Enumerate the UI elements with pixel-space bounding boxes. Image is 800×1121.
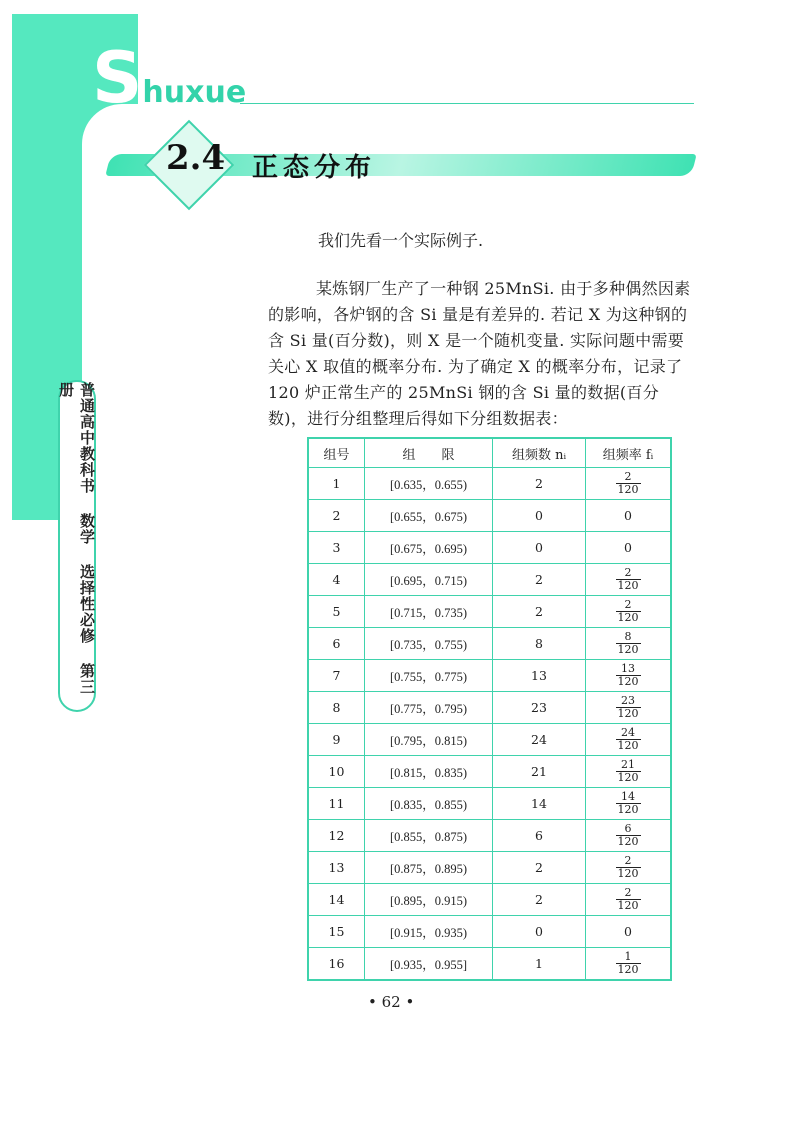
count-cell: 2 <box>493 468 586 500</box>
count-cell: 0 <box>493 916 586 948</box>
fraction <box>616 471 641 496</box>
fraction-denominator: 120 <box>617 611 639 624</box>
table-row <box>308 852 671 884</box>
fraction-numerator: 23 <box>621 694 635 707</box>
header-count: 组频数 nᵢ <box>493 438 586 468</box>
brand-text: huxue <box>142 75 247 110</box>
brand-initial: S <box>92 37 143 119</box>
count-cell: 0 <box>493 500 586 532</box>
interval-cell: [0.675，0.695) <box>365 532 493 564</box>
group-number-cell: 8 <box>308 692 365 724</box>
group-number-cell: 10 <box>308 756 365 788</box>
count-cell: 21 <box>493 756 586 788</box>
count-cell: 13 <box>493 660 586 692</box>
fraction-numerator: 2 <box>624 854 632 867</box>
group-number-cell: 16 <box>308 948 365 981</box>
fraction-denominator: 120 <box>617 835 639 848</box>
group-number-cell: 2 <box>308 500 365 532</box>
fraction-numerator: 2 <box>624 598 632 611</box>
count-cell: 14 <box>493 788 586 820</box>
fraction-denominator: 120 <box>617 707 639 720</box>
fraction-numerator: 21 <box>621 758 635 771</box>
interval-cell: [0.895，0.915) <box>365 884 493 916</box>
table-row <box>308 788 671 820</box>
group-number-cell: 3 <box>308 532 365 564</box>
interval-cell: [0.735，0.755) <box>365 628 493 660</box>
frequency-cell <box>586 788 672 820</box>
group-number-cell: 4 <box>308 564 365 596</box>
fraction <box>616 727 641 752</box>
table-row <box>308 532 671 564</box>
frequency-cell <box>586 756 672 788</box>
body-paragraph: 某炼钢厂生产了一种钢 25MnSi. 由于多种偶然因素的影响，各炉钢的含 Si 量是有差异的. 若记 X 为这种钢的含 Si 量(百分数)，则 X 是一个随机变量. 实际问题中需要关心 X 取值的概率分布. 为了确定 X 的概率分布，记录了 120 炉正常生产的 25MnSi 钢的含 Si 量的数据(百分数)，进行分组整理后得如下分组数据表： <box>268 279 691 428</box>
frequency-cell <box>586 820 672 852</box>
frequency-cell <box>586 852 672 884</box>
table-row <box>308 692 671 724</box>
table-row <box>308 564 671 596</box>
table-row <box>308 884 671 916</box>
count-cell: 23 <box>493 692 586 724</box>
frequency-cell: 0 <box>586 500 672 532</box>
fraction-numerator: 13 <box>621 662 635 675</box>
count-cell: 2 <box>493 852 586 884</box>
brand-logo <box>92 37 247 119</box>
fraction-numerator: 1 <box>624 950 632 963</box>
fraction-denominator: 120 <box>617 963 639 976</box>
count-cell: 6 <box>493 820 586 852</box>
table-row <box>308 660 671 692</box>
fraction-denominator: 120 <box>617 739 639 752</box>
fraction <box>616 759 641 784</box>
fraction <box>616 823 641 848</box>
fraction-numerator: 2 <box>624 470 632 483</box>
interval-cell: [0.915，0.935) <box>365 916 493 948</box>
interval-cell: [0.835，0.855) <box>365 788 493 820</box>
count-cell: 2 <box>493 596 586 628</box>
fraction <box>616 631 641 656</box>
fraction <box>616 599 641 624</box>
group-number-cell: 13 <box>308 852 365 884</box>
fraction-denominator: 120 <box>617 867 639 880</box>
fraction-numerator: 6 <box>624 822 632 835</box>
group-number-cell: 1 <box>308 468 365 500</box>
fraction <box>616 791 641 816</box>
count-cell: 24 <box>493 724 586 756</box>
fraction <box>616 695 641 720</box>
interval-cell: [0.855，0.875) <box>365 820 493 852</box>
fraction-denominator: 120 <box>617 675 639 688</box>
table-row <box>308 916 671 948</box>
fraction <box>616 951 641 976</box>
frequency-cell <box>586 660 672 692</box>
interval-cell: [0.815，0.835) <box>365 756 493 788</box>
fraction-numerator: 24 <box>621 726 635 739</box>
book-title-tab: 普通高中教科书 数学 选择性必修 第三册 <box>58 380 96 712</box>
section-title: 正态分布 <box>252 153 377 183</box>
group-number-cell: 5 <box>308 596 365 628</box>
frequency-cell <box>586 628 672 660</box>
fraction-denominator: 120 <box>617 771 639 784</box>
header-frequency: 组频率 fᵢ <box>586 438 672 468</box>
table-row <box>308 820 671 852</box>
fraction-numerator: 2 <box>624 886 632 899</box>
frequency-cell <box>586 948 672 981</box>
page-number: • 62 • <box>368 993 415 1011</box>
interval-cell: [0.635，0.655) <box>365 468 493 500</box>
table-row <box>308 468 671 500</box>
fraction-numerator: 8 <box>624 630 632 643</box>
frequency-cell <box>586 564 672 596</box>
fraction-denominator: 120 <box>617 899 639 912</box>
fraction <box>616 663 641 688</box>
group-number-cell: 12 <box>308 820 365 852</box>
count-cell: 1 <box>493 948 586 981</box>
interval-cell: [0.655，0.675) <box>365 500 493 532</box>
fraction-denominator: 120 <box>617 803 639 816</box>
header-interval: 组 限 <box>365 438 493 468</box>
fraction <box>616 887 641 912</box>
table-row <box>308 724 671 756</box>
interval-cell: [0.695，0.715) <box>365 564 493 596</box>
interval-cell: [0.755，0.775) <box>365 660 493 692</box>
count-cell: 0 <box>493 532 586 564</box>
header-rule <box>240 103 694 104</box>
section-number: 2.4 <box>166 138 226 178</box>
frequency-cell <box>586 724 672 756</box>
fraction-denominator: 120 <box>617 483 639 496</box>
frequency-cell <box>586 596 672 628</box>
interval-cell: [0.715，0.735) <box>365 596 493 628</box>
fraction <box>616 567 641 592</box>
count-cell: 2 <box>493 884 586 916</box>
table-body <box>308 468 671 981</box>
group-number-cell: 11 <box>308 788 365 820</box>
table-row <box>308 628 671 660</box>
count-cell: 8 <box>493 628 586 660</box>
fraction <box>616 855 641 880</box>
group-number-cell: 7 <box>308 660 365 692</box>
interval-cell: [0.875，0.895) <box>365 852 493 884</box>
frequency-cell <box>586 884 672 916</box>
header-group: 组号 <box>308 438 365 468</box>
group-number-cell: 9 <box>308 724 365 756</box>
fraction-denominator: 120 <box>617 579 639 592</box>
frequency-cell: 0 <box>586 916 672 948</box>
count-cell: 2 <box>493 564 586 596</box>
group-number-cell: 14 <box>308 884 365 916</box>
table-row <box>308 500 671 532</box>
group-number-cell: 15 <box>308 916 365 948</box>
fraction-numerator: 14 <box>621 790 635 803</box>
table-row <box>308 948 671 981</box>
table-header-row <box>308 438 671 468</box>
frequency-cell: 0 <box>586 532 672 564</box>
frequency-table <box>307 437 672 981</box>
table-row <box>308 756 671 788</box>
fraction-denominator: 120 <box>617 643 639 656</box>
interval-cell: [0.775，0.795) <box>365 692 493 724</box>
fraction-numerator: 2 <box>624 566 632 579</box>
intro-text: 我们先看一个实际例子. <box>318 231 484 250</box>
frequency-cell <box>586 692 672 724</box>
interval-cell: [0.935，0.955] <box>365 948 493 981</box>
frequency-cell <box>586 468 672 500</box>
group-number-cell: 6 <box>308 628 365 660</box>
interval-cell: [0.795，0.815) <box>365 724 493 756</box>
table-row <box>308 596 671 628</box>
